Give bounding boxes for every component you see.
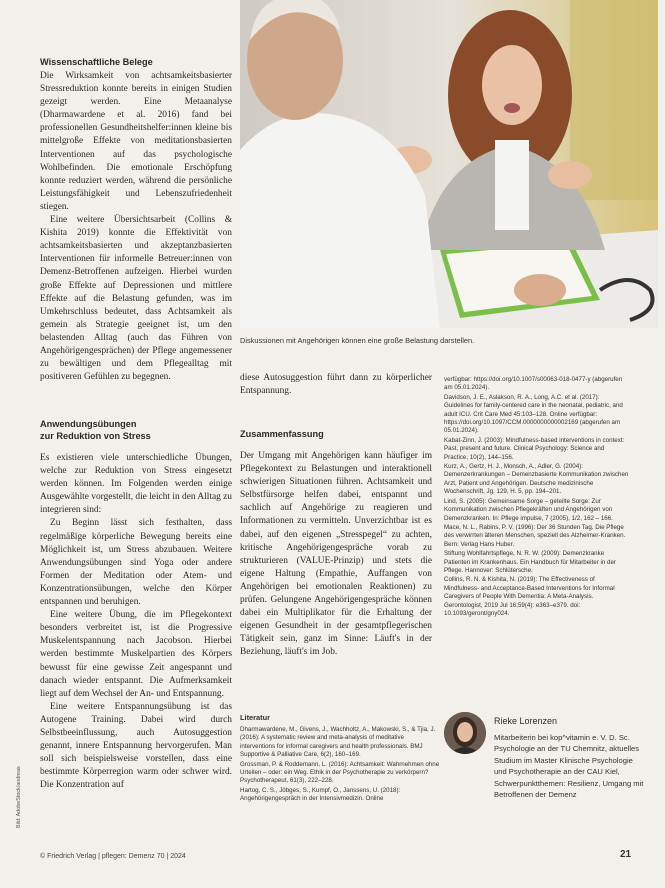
continuation-text: diese Autosuggestion führt dann zu körperlicher Entspannung.	[240, 373, 432, 397]
exercises-paragraph-3: Eine weitere Übung, die im Pflegekontext besonders verbreitet ist, ist die Progressive Muskelentspannung nach Jacobson. Hierbei werden bestimmte Muskelpartien des Körpers bewusst für eine gewisse Zeit angespannt und danach wieder entspannt. Die Aufmerksamkeit liegt auf dem Wechsel der An- und Entspannung.	[40, 610, 232, 699]
reference-entry: Stiftung Wohlfahrtspflege, N. R. W. (2009): Demenzkranke Patienten im Krankenhaus. Ein Handbuch für Mitarbeiter in der Pflege. Hannover: Schlütersche.	[444, 550, 616, 574]
author-name: Rieke Lorenzen	[494, 716, 558, 726]
reference-entry: verfügbar: https://doi.org/10.1007/s00063-018-0477-y (abgerufen am 05.01.2024).	[444, 376, 623, 392]
reference-entry: Davidson, J. E., Aslakson, R. A., Long, A.C. et al. (2017): Guidelines for family-centered care in the neonatal, pediatric, and adult ICU. Crit Care Med 45:103–128. Online verfügbar: https://doi.org/10.1097/CCM.0000000000002169 (abgerufen am 05.01.2024).	[444, 393, 623, 435]
reference-entry: Kurz, A., Gertz, H. J., Monsch, A., Adler, G. (2004): Demenzerkrankungen – Demenzbasierte Kommunikation zwischen Arzt, Patient und Angehörigen. Deutsche medizinische Wochenschrift, Jg. 129, H. 5, pp. 194–201.	[444, 463, 629, 496]
footer-publisher: © Friedrich Verlag | pflegen: Demenz 70 | 2024	[40, 853, 186, 860]
summary-section	[240, 428, 432, 660]
author-portrait-icon	[444, 712, 486, 754]
exercises-continuation	[240, 372, 432, 398]
exercises-heading-line2: zur Reduktion von Stress	[40, 431, 151, 441]
evidence-section	[40, 56, 232, 384]
author-box	[444, 712, 644, 826]
literature-section	[240, 712, 440, 805]
references-continued	[444, 376, 630, 619]
exercises-heading-line1: Anwendungsübungen	[40, 419, 137, 429]
exercises-paragraph-2: Zu Beginn lässt sich festhalten, dass regelmäßige körperliche Bewegung bereits eine Möglichkeit ist, um Stress abzubauen. Weitere Anwendungsübungen sind Yoga oder andere Formen der Meditation oder Atem- und Konzentrationsübungen, welche den Körper entspannen und beruhigen.	[40, 518, 232, 608]
summary-heading: Zusammenfassung	[240, 429, 324, 439]
evidence-paragraph-2: Eine weitere Übersichtsarbeit (Collins & Kishita 2019) konnte die Effektivität von achtsamkeitsbasierten und akzeptanzbasierten Interventionen für informelle Betreuer:innen von Demenz-Betroffenen aufzeigen. Hierbei wurden große Effekte auf Depressionen und mittlere Effekte auf die Belastung gefunden, was im Umkehrschluss bedeutet, dass Achtsamkeit als gemein als Strategie geeignet ist, um den belastenden Alltag (auch das Führen von Angehörigengesprächen) der Pflege angemessener zu bewältigen und dem Pflegealltag mit positiveren Gefühlen zu begegnen.	[40, 215, 232, 383]
exercises-paragraph-4: Eine weitere Entspannungsübung ist das Autogene Training. Dabei wird durch Selbstbeeinflussung, auch Autosuggestion genannt, innere Entspannung hervorgerufen. Man soll sich beispielsweise vorstellen, dass eine bestimmte Körperregion warm oder schwer wird. Die Konzentration auf	[40, 701, 232, 791]
evidence-paragraph-1: Die Wirksamkeit von achtsamkeitsbasierter Stressreduktion konnte bereits in einigen Studien gezeigt werden. Eine Metaanalyse (Dharmawardene et al. 2016) fand bei professionellen Gesundheitshelfer:innen kleine bis mittelgroße Effekte von meditationsbasierten Interventionen auf das psychologische Wohlbefinden. Die emotionale Erschöpfung konnte reduziert werden, während die persönliche Leistungsfähigkeit und Lebenszufriedenheit stiegen.	[40, 71, 232, 212]
exercises-paragraph-1: Es existieren viele unterschiedliche Übungen, welche zur Reduktion von Stress eingesetzt werden können. Im Folgenden werden einige Ausgewählte vorgestellt, die leicht in den Alltag zu integrieren sind:	[40, 453, 232, 516]
reference-entry: Kabat-Zinn, J. (2003): Mindfulness-based interventions in context: Past, present and future. Clinical Psychology: Science and Practice, 10(2), 144–156.	[444, 436, 625, 461]
exercises-section	[40, 418, 232, 792]
literature-heading: Literatur	[240, 713, 270, 722]
literature-entry: Dharmawardene, M., Givens, J., Wachholtz, A., Makowski, S., & Tjia, J. (2016): A systematic review and meta-analysis of meditative interventions for informal caregivers and health professionals. BMJ Supportive & Palliative Care, 6(2), 160–169.	[240, 726, 436, 759]
reference-entry: Mace, N. L., Rabins, P. V. (1996): Der 36 Stunden Tag. Die Pflege des verwirrten älteren Menschen, speziell des Alzheimer-Kranken. Bern: Verlag Hans Huber.	[444, 523, 626, 548]
literature-entry: Grossman, P. & Roddemann, L. (2016): Achtsamkeit: Wahrnehmen ohne Urteilen – oder: ein Weg. Ethik in der Psychotherapie zu verkörpern? Psychotherapeut, 61(3), 222–228.	[240, 760, 440, 785]
page-number: 21	[620, 849, 632, 860]
author-bio: Mitarbeiterin bei kop^vitamin e. V. D. Sc. Psychologie an der TU Chemnitz, aktuelles Studium im Master Klinische Psychologie und Psychotherapie an der CAU Kiel, Schwerpunktthemen: Resilienz, Umgang mit Betroffenen der Demenz	[494, 733, 644, 800]
author-avatar	[444, 712, 486, 754]
conversation-photo	[240, 0, 658, 328]
summary-text: Der Umgang mit Angehörigen kann häufiger im Pflegekontext zu Belastungen und interaktionell schwierigen Situationen führen. Achtsamkeit und Selbstfürsorge helfen dabei, entspannt und sachlich auf Angehörige zu reagieren und Informationen zu vermitteln. Unverzichtbar ist es dabei, auf den eigenen „Stresspegel“ zu achten, kritische Angehörigengespräche vorab zu strukturieren (VALUE-Prinzip) und stets die eigene Haltung (Empathie, Auffangen von Angehörigen bei emotionalen Reaktionen) zu prüfen. Gelungene Angehörigengespräche können dabei ein Multiplikator für die Erhaltung der eigenen Gesundheit in der gesamtpflegerischen Tätigkeit sein, ganz im Sinne: Läuft's in der Beziehung, läuft's im Job.	[240, 451, 432, 658]
literature-entry: Hartog, C. S., Jöbges, S., Kumpf, O., Janssens, U. (2018): Angehörigengespräch in der Intensivmedizin. Online	[240, 786, 401, 803]
reference-entry: Collins, R. N. & Kishita, N. (2019): The Effectiveness of Mindfulness- and Acceptance-Based Interventions for Informal Caregivers of People With Dementia: A Meta-Analysis. Gerontologist, 2019 Jul 16;59(4): e363–e379. doi: 10.1093/geront/gny024.	[444, 576, 615, 617]
evidence-heading: Wissenschaftliche Belege	[40, 57, 153, 67]
photo-illustration	[240, 0, 658, 328]
photo-credit-text: Bild: AdobeStock/andreas	[16, 766, 22, 828]
reference-entry: Lind, S. (2005): Gemeinsame Sorge – geteilte Sorge: Zur Kommunikation zwischen Pflegekräften und Angehörigen von Demenzkranken. In: Pflege impulse, 7 (2005), 1/2, 162 – 166.	[444, 497, 613, 522]
photo-caption: Diskussionen mit Angehörigen können eine große Belastung darstellen.	[240, 336, 475, 345]
photo-credit	[16, 754, 26, 828]
